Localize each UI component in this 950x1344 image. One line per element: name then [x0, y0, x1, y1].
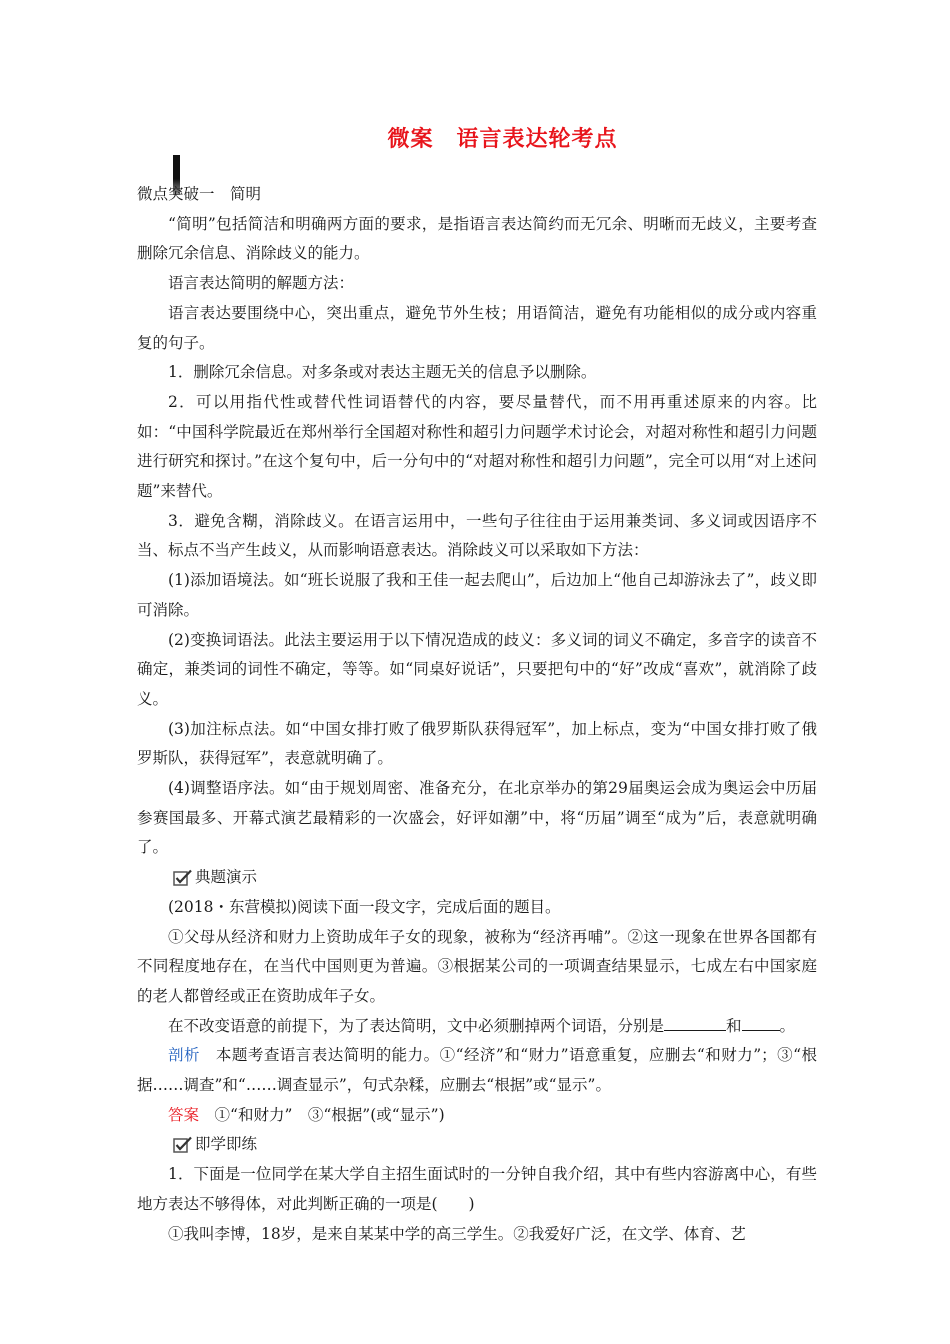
paragraph: (2)变换词语法。此法主要运用于以下情况造成的歧义：多义词的词义不确定，多音字的读音不确定，兼类词的词性不确定，等等。如“同桌好说话”，只要把句中的“好”改成“喜欢”，就消除了歧义。: [137, 630, 817, 708]
page-title: 微案 语言表达轮考点: [387, 126, 618, 152]
paragraph: (3)加注标点法。如“中国女排打败了俄罗斯队获得冠军”，加上标点，变为“中国女排打败了俄罗斯队，获得冠军”，表意就明确了。: [137, 719, 817, 768]
question-end: 。: [779, 1016, 796, 1035]
practice-heading-label: 即学即练: [195, 1135, 258, 1154]
analysis-label: 剖析: [168, 1046, 200, 1065]
answer-text: ①“和财力” ③“根据”(或“显示”): [199, 1105, 445, 1124]
answer-blank[interactable]: [742, 1016, 780, 1031]
paragraph: (4)调整语序法。如“由于规划周密、准备充分，在北京举办的第29届奥运会成为奥运会中历届参赛国最多、开幕式演艺最精彩的一次盛会，好评如潮”中，将“历届”调至“成为”后，表意就明确了。: [137, 779, 817, 857]
practice-question: 1．下面是一位同学在某大学自主招生面试时的一分钟自我介绍，其中有些内容游离中心，有些地方表达不够得体，对此判断正确的一项是( ): [137, 1165, 817, 1213]
answer-label: 答案: [168, 1105, 200, 1124]
example-passage: ①父母从经济和财力上资助成年子女的现象，被称为“经济再哺”。②这一现象在世界各国都有不同程度地存在，在当代中国则更为普遍。③根据某公司的一项调查结果显示，七成左右中国家庭的老人都曾经或正在资助成年子女。: [137, 927, 817, 1005]
question-and: 和: [726, 1016, 742, 1035]
section-label: 微点突破一 简明: [137, 185, 262, 203]
example-heading: [137, 863, 817, 893]
analysis-text: 本题考查语言表达简明的能力。①“经济”和“财力”语意重复，应删去“和财力”；③“根据……调查”和“……调查显示”，句式杂糅，应删去“根据”或“显示”。: [137, 1046, 817, 1095]
analysis: [137, 1041, 817, 1100]
practice-text: ①我叫李博，18岁，是来自某某中学的高三学生。②我爱好广泛，在文学、体育、艺: [168, 1224, 746, 1243]
paragraph: “简明”包括简洁和明确两方面的要求，是指语言表达简约而无冗余、明晰而无歧义，主要考查删除冗余信息、消除歧义的能力。: [137, 214, 817, 263]
paragraph: 2．可以用指代性或替代性词语替代的内容，要尽量替代，而不用再重述原来的内容。比如：“中国科学院最近在郑州举行全国超对称性和超引力问题学术讨论会，对超对称性和超引力问题进行研究和探讨。”在这个复句中，后一分句中的“对超对称性和超引力问题”，完全可以用“对上述问题”来替代。: [137, 392, 817, 501]
checkbox-check-icon: [173, 869, 193, 886]
answer-blank[interactable]: [664, 1016, 726, 1031]
checkbox-check-icon: [173, 1136, 193, 1153]
paragraph: 语言表达简明的解题方法：: [168, 274, 355, 293]
practice-heading: [137, 1130, 817, 1160]
paragraph: 1．删除冗余信息。对多条或对表达主题无关的信息予以删除。: [168, 363, 597, 382]
paragraph: 3．避免含糊，消除歧义。在语言运用中，一些句子往往由于运用兼类词、多义词或因语序不当、标点不当产生歧义，从而影响语意表达。消除歧义可以采取如下方法：: [137, 511, 817, 560]
example-heading-label: 典题演示: [195, 868, 258, 887]
paragraph: (1)添加语境法。如“班长说服了我和王佳一起去爬山”，后边加上“他自己却游泳去了”，歧义即可消除。: [137, 571, 817, 619]
answer: [137, 1101, 817, 1131]
section-heading: [137, 180, 817, 210]
example-question: [137, 1012, 817, 1042]
paragraph: 语言表达要围绕中心，突出重点，避免节外生枝；用语简洁，避免有功能相似的成分或内容重复的句子。: [137, 303, 817, 352]
document-body: [137, 180, 817, 1249]
question-text: 在不改变语意的前提下，为了表达简明，文中必须删掉两个词语，分别是: [168, 1016, 665, 1035]
example-source: (2018・东营模拟)阅读下面一段文字，完成后面的题目。: [168, 897, 561, 916]
